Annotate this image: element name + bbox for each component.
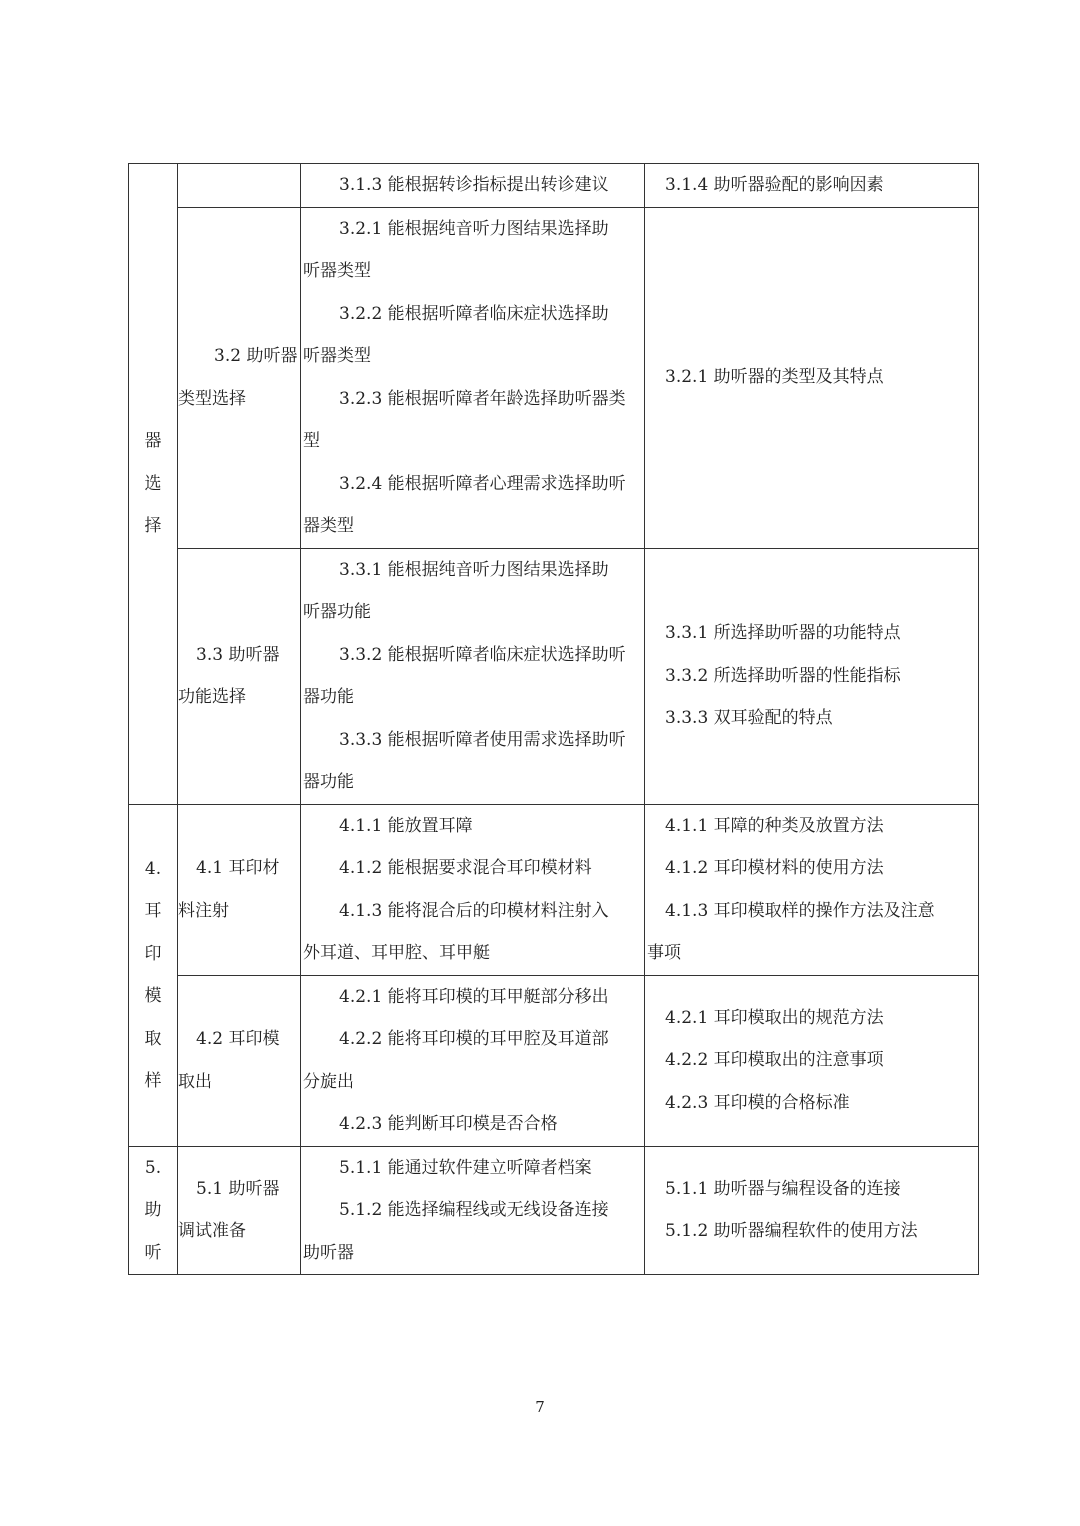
- table-row: [129, 548, 979, 804]
- knowledge-cell: 3.1.4 助听器验配的影响因素: [645, 164, 979, 208]
- skill-cell: 3.3.1 能根据纯音听力图结果选择助 听器功能 3.3.2 能根据听障者临床症状选择助听 器功能 3.3.3 能根据听障者使用需求选择助听 器功能: [301, 548, 645, 804]
- sub-item-cell: 4.2 耳印模 取出: [178, 975, 301, 1146]
- category-cell: 器 选 择: [129, 164, 178, 805]
- skill-cell: 4.2.1 能将耳印模的耳甲艇部分移出 4.2.2 能将耳印模的耳甲腔及耳道部 分旋出 4.2.3 能判断耳印模是否合格: [301, 975, 645, 1146]
- table-row: [129, 207, 979, 548]
- knowledge-cell: 4.1.1 耳障的种类及放置方法 4.1.2 耳印模材料的使用方法 4.1.3 耳印模取样的操作方法及注意 事项: [645, 804, 979, 975]
- sub-item-cell: 5.1 助听器 调试准备: [178, 1146, 301, 1275]
- table-row: [129, 975, 979, 1146]
- skill-cell: 5.1.1 能通过软件建立听障者档案 5.1.2 能选择编程线或无线设备连接 助听器: [301, 1146, 645, 1275]
- sub-item-cell: 3.3 助听器 功能选择: [178, 548, 301, 804]
- knowledge-cell: 3.3.1 所选择助听器的功能特点 3.3.2 所选择助听器的性能指标 3.3.3 双耳验配的特点: [645, 548, 979, 804]
- sub-item-cell: 4.1 耳印材 料注射: [178, 804, 301, 975]
- table-row: [129, 804, 979, 975]
- knowledge-cell: 3.2.1 助听器的类型及其特点: [645, 207, 979, 548]
- knowledge-cell: 5.1.1 助听器与编程设备的连接 5.1.2 助听器编程软件的使用方法: [645, 1146, 979, 1275]
- category-cell: 5. 助 听: [129, 1146, 178, 1275]
- skill-cell: 3.1.3 能根据转诊指标提出转诊建议: [301, 164, 645, 208]
- skills-table: [128, 163, 979, 1275]
- category-cell: 4. 耳 印 模 取 样: [129, 804, 178, 1146]
- knowledge-cell: 4.2.1 耳印模取出的规范方法 4.2.2 耳印模取出的注意事项 4.2.3 耳印模的合格标准: [645, 975, 979, 1146]
- table-row: [129, 164, 979, 208]
- skill-cell: 4.1.1 能放置耳障 4.1.2 能根据要求混合耳印模材料 4.1.3 能将混合后的印模材料注射入 外耳道、耳甲腔、耳甲艇: [301, 804, 645, 975]
- sub-item-cell: [178, 164, 301, 208]
- page-number: 7: [535, 1398, 545, 1416]
- table-row: [129, 1146, 979, 1275]
- sub-item-cell: 3.2 助听器 类型选择: [178, 207, 301, 548]
- skill-cell: 3.2.1 能根据纯音听力图结果选择助 听器类型 3.2.2 能根据听障者临床症状选择助 听器类型 3.2.3 能根据听障者年龄选择助听器类 型 3.2.4 能根据听障者心理需求选择助听 器类型: [301, 207, 645, 548]
